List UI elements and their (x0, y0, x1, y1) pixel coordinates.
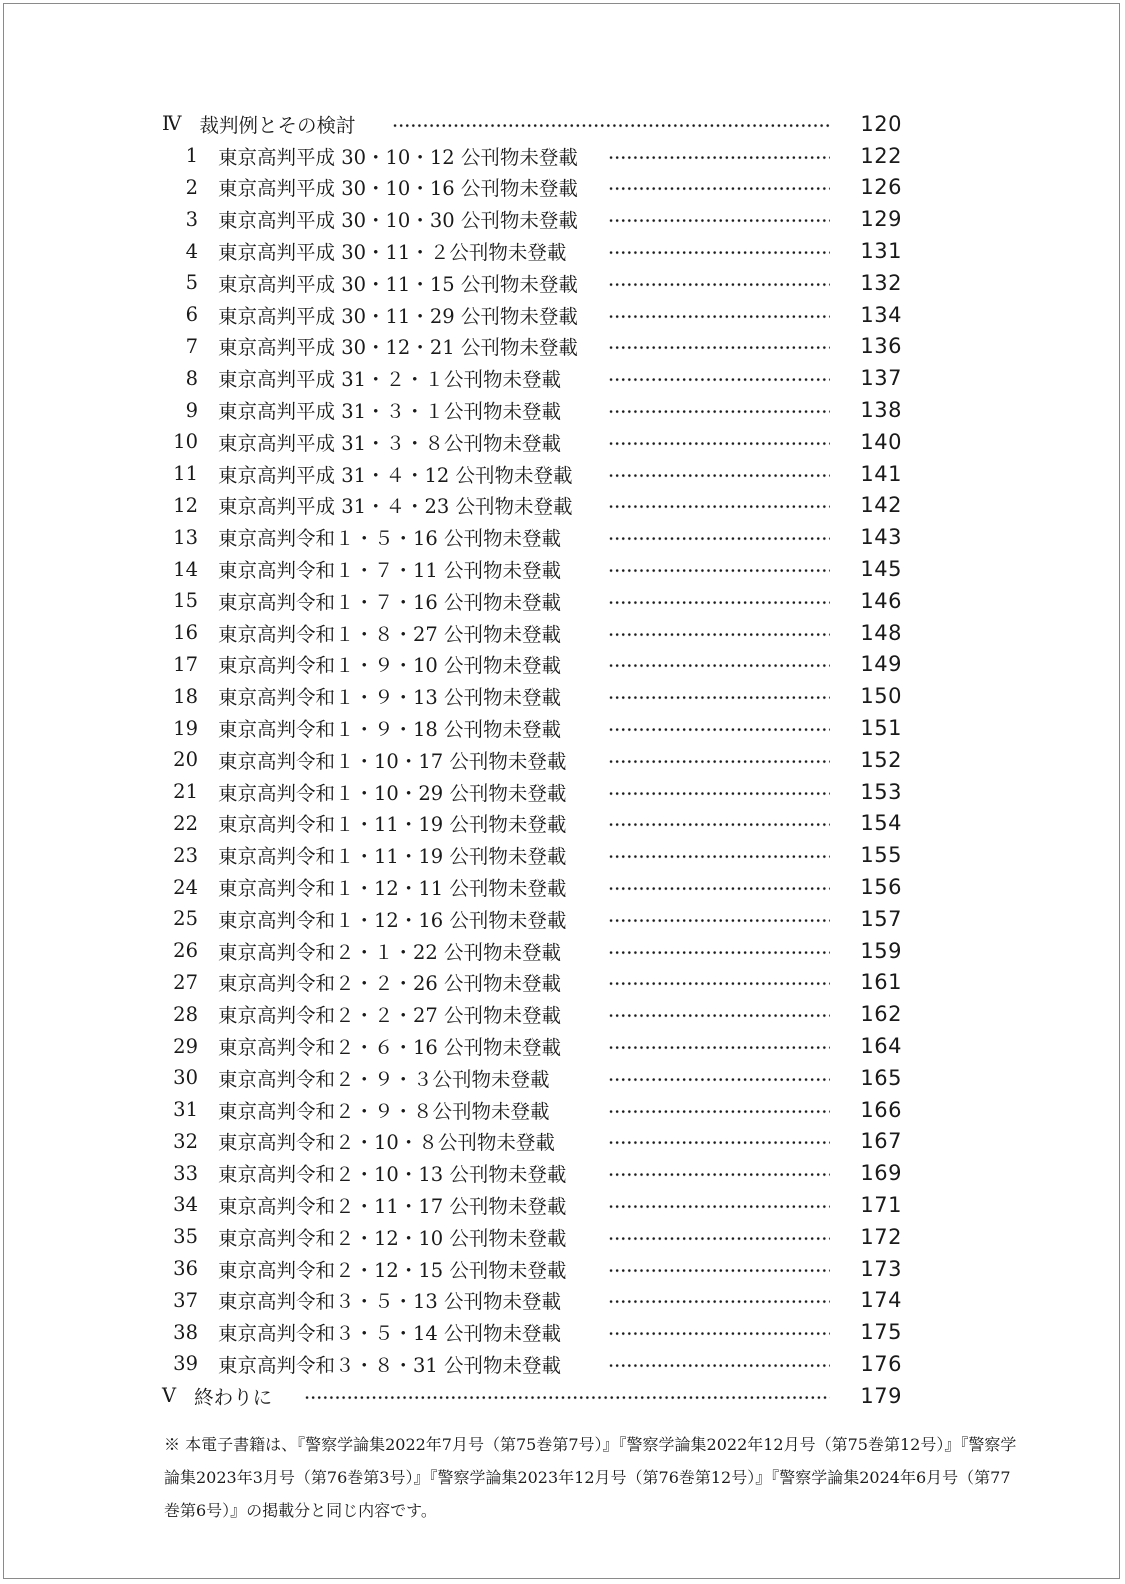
toc-entry[interactable] (162, 839, 912, 871)
toc-entry[interactable] (162, 362, 912, 394)
dot-leader (304, 1395, 830, 1399)
page-number: 167 (860, 1129, 902, 1154)
page-number: 171 (860, 1192, 902, 1217)
page-number: 132 (860, 270, 902, 295)
entry-title: 東京高判平成 30・11・29 公刊物未登載 (218, 304, 578, 328)
toc-entry[interactable] (162, 458, 912, 490)
entry-title: 東京高判令和２・９・８公刊物未登載 (218, 1099, 550, 1123)
toc-entry[interactable] (162, 1316, 912, 1348)
toc-entry[interactable] (162, 1221, 912, 1253)
entry-title: 東京高判令和１・10・29 公刊物未登載 (218, 781, 567, 805)
entry-title: 東京高判令和２・12・10 公刊物未登載 (218, 1226, 567, 1250)
dot-leader (608, 1014, 830, 1018)
entry-number: 18 (173, 684, 198, 708)
entry-number: 28 (173, 1002, 198, 1026)
entry-number: 34 (173, 1193, 198, 1217)
entry-title: 東京高判平成 30・10・12 公刊物未登載 (218, 145, 578, 169)
page-number: 129 (860, 207, 902, 232)
page-number: 148 (860, 620, 902, 645)
dot-leader (608, 696, 830, 700)
entry-title: 東京高判令和１・７・11 公刊物未登載 (218, 559, 562, 583)
toc-entry[interactable] (162, 299, 912, 331)
entry-title: 東京高判令和１・５・16 公刊物未登載 (218, 527, 562, 551)
page-number: 174 (860, 1288, 902, 1313)
toc-entry[interactable] (162, 331, 912, 363)
entry-title: 東京高判令和２・２・26 公刊物未登載 (218, 972, 562, 996)
entry-number: 3 (185, 207, 198, 231)
toc-entry[interactable] (162, 553, 912, 585)
page-number: 159 (860, 938, 902, 963)
dot-leader (608, 855, 830, 859)
toc-entry[interactable] (162, 871, 912, 903)
dot-leader (608, 219, 830, 223)
entry-number: 13 (173, 525, 198, 549)
dot-leader (608, 569, 830, 573)
toc-entry[interactable] (162, 680, 912, 712)
table-of-contents (162, 108, 912, 1412)
page-number: 176 (860, 1351, 902, 1376)
entry-title: 東京高判令和１・８・27 公刊物未登載 (218, 622, 562, 646)
entry-number: 27 (173, 970, 198, 994)
dot-leader (608, 251, 830, 255)
section-title: 終わりに (194, 1385, 273, 1409)
entry-title: 東京高判令和１・11・19 公刊物未登載 (218, 813, 567, 837)
dot-leader (608, 1046, 830, 1050)
entry-number: 9 (185, 398, 198, 422)
toc-entry[interactable] (162, 140, 912, 172)
page-number: 169 (860, 1161, 902, 1186)
toc-entry[interactable] (162, 1157, 912, 1189)
entry-title: 東京高判令和２・１・22 公刊物未登載 (218, 940, 562, 964)
entry-title: 東京高判令和１・９・10 公刊物未登載 (218, 654, 562, 678)
page-number: 137 (860, 366, 902, 391)
page-number: 131 (860, 239, 902, 264)
page-number: 166 (860, 1097, 902, 1122)
entry-number: 25 (173, 907, 198, 931)
toc-entries (162, 140, 912, 1380)
dot-leader (608, 918, 830, 922)
entry-number: 17 (173, 652, 198, 676)
dot-leader (608, 982, 830, 986)
page-number: 165 (860, 1065, 902, 1090)
entry-title: 東京高判令和１・11・19 公刊物未登載 (218, 845, 567, 869)
dot-leader (608, 1205, 830, 1209)
entry-number: 15 (173, 589, 198, 613)
dot-leader (608, 728, 830, 732)
dot-leader (608, 600, 830, 604)
page-number: 145 (860, 557, 902, 582)
entry-number: 32 (173, 1129, 198, 1153)
toc-entry[interactable] (162, 935, 912, 967)
entry-number: 6 (185, 303, 198, 327)
page-number: 136 (860, 334, 902, 359)
entry-title: 東京高判令和３・５・14 公刊物未登載 (218, 1322, 562, 1346)
toc-entry[interactable] (162, 235, 912, 267)
page-number: 142 (860, 493, 902, 518)
footnote: ※ 本電子書籍は、『警察学論集2022年7月号（第75巻第7号）』『警察学論集2022年12月号（第75巻第12号）』『警察学論集2023年3月号（第76巻第3号）』『警察学論集2023年12月号（第76巻第12号）』『警察学論集2024年6月号（第77巻第6号）』の掲載分と同じ内容です。 (164, 1435, 1017, 1520)
entry-title: 東京高判平成 30・11・15 公刊物未登載 (218, 272, 578, 296)
toc-entry[interactable] (162, 617, 912, 649)
entry-number: 16 (173, 621, 198, 645)
entry-title: 東京高判令和２・６・16 公刊物未登載 (218, 1036, 562, 1059)
entry-number: 35 (173, 1225, 198, 1249)
dot-leader (608, 887, 830, 891)
toc-entry[interactable] (162, 776, 912, 808)
page-number: 122 (860, 143, 902, 168)
entry-number: 7 (185, 334, 198, 358)
entry-title: 東京高判平成 31・４・12 公刊物未登載 (218, 463, 573, 487)
page-number: 151 (860, 716, 902, 741)
dot-leader (608, 1300, 830, 1304)
toc-entry[interactable] (162, 903, 912, 935)
page-number: 172 (860, 1224, 902, 1249)
page-number: 175 (860, 1320, 902, 1345)
dot-leader (608, 537, 830, 541)
toc-entry[interactable] (162, 1030, 912, 1062)
entry-number: 24 (173, 875, 198, 899)
toc-entry[interactable] (162, 744, 912, 776)
toc-entry[interactable] (162, 808, 912, 840)
dot-leader (608, 346, 830, 350)
entry-title: 東京高判令和２・11・17 公刊物未登載 (218, 1194, 567, 1218)
dot-leader (608, 505, 830, 509)
entry-title: 東京高判令和１・12・16 公刊物未登載 (218, 908, 567, 932)
toc-entry[interactable] (162, 712, 912, 744)
toc-entry[interactable] (162, 585, 912, 617)
toc-entry[interactable] (162, 203, 912, 235)
section-number: Ⅴ (162, 1384, 177, 1408)
entry-number: 23 (173, 843, 198, 867)
toc-entry[interactable] (162, 1284, 912, 1316)
entry-title: 東京高判平成 30・10・30 公刊物未登載 (218, 209, 578, 233)
toc-entry[interactable] (162, 967, 912, 999)
dot-leader (608, 1236, 830, 1240)
entry-title: 東京高判令和１・10・17 公刊物未登載 (218, 749, 567, 773)
toc-entry[interactable] (162, 521, 912, 553)
page-number: 143 (860, 525, 902, 550)
entry-title: 東京高判令和２・２・27 公刊物未登載 (218, 1004, 562, 1028)
dot-leader (608, 950, 830, 954)
toc-entry[interactable] (162, 426, 912, 458)
entry-number: 5 (185, 271, 198, 295)
dot-leader (608, 1109, 830, 1113)
section-title: 裁判例とその検討 (199, 113, 356, 137)
page-number: 161 (860, 970, 902, 995)
entry-title: 東京高判平成 31・４・23 公刊物未登載 (218, 495, 573, 519)
toc-entry[interactable] (162, 1062, 912, 1094)
entry-number: 14 (173, 557, 198, 581)
entry-number: 38 (173, 1320, 198, 1344)
entry-title: 東京高判令和２・12・15 公刊物未登載 (218, 1258, 567, 1282)
dot-leader (608, 314, 830, 318)
page-number: 140 (860, 429, 902, 454)
page-number: 153 (860, 779, 902, 804)
entry-number: 8 (185, 366, 198, 390)
dot-leader (608, 1077, 830, 1081)
toc-entry[interactable] (162, 1253, 912, 1285)
page-number: 141 (860, 461, 902, 486)
toc-entry[interactable] (162, 1348, 912, 1380)
toc-section-4[interactable] (162, 108, 912, 140)
dot-leader (608, 473, 830, 477)
dot-leader (608, 1332, 830, 1336)
entry-number: 21 (173, 780, 198, 804)
toc-entry[interactable] (162, 998, 912, 1030)
page-number: 162 (860, 1002, 902, 1027)
entry-title: 東京高判令和２・10・８公刊物未登載 (218, 1131, 555, 1155)
entry-number: 11 (173, 462, 198, 486)
toc-entry[interactable] (162, 1094, 912, 1126)
dot-leader (608, 410, 830, 414)
page-number: 134 (860, 302, 902, 327)
toc-entry[interactable] (162, 1189, 912, 1221)
dot-leader (392, 123, 830, 127)
entry-number: 4 (185, 239, 198, 263)
dot-leader (608, 1268, 830, 1272)
page-number: 157 (860, 906, 902, 931)
entry-title: 東京高判平成 31・３・１公刊物未登載 (218, 400, 562, 424)
entry-title: 東京高判令和１・７・16 公刊物未登載 (218, 590, 562, 614)
entry-number: 12 (173, 493, 198, 517)
toc-entry[interactable] (162, 172, 912, 204)
dot-leader (608, 1173, 830, 1177)
entry-number: 29 (173, 1034, 198, 1058)
entry-number: 20 (173, 748, 198, 772)
entry-number: 26 (173, 939, 198, 963)
page-number: 120 (860, 111, 902, 136)
toc-section-5[interactable] (162, 1380, 912, 1412)
entry-title: 東京高判令和２・10・13 公刊物未登載 (218, 1163, 567, 1187)
entry-number: 33 (173, 1161, 198, 1185)
entry-number: 1 (185, 144, 198, 168)
dot-leader (608, 823, 830, 827)
dot-leader (608, 791, 830, 795)
dot-leader (608, 759, 830, 763)
dot-leader (608, 155, 830, 159)
entry-number: 37 (173, 1288, 198, 1312)
entry-number: 2 (185, 175, 198, 199)
page-number: 155 (860, 843, 902, 868)
entry-title: 東京高判令和２・９・３公刊物未登載 (218, 1067, 550, 1091)
entry-title: 東京高判平成 30・10・16 公刊物未登載 (218, 177, 578, 201)
entry-title: 東京高判平成 31・２・１公刊物未登載 (218, 368, 562, 392)
entry-title: 東京高判令和１・12・11 公刊物未登載 (218, 877, 567, 901)
toc-entry[interactable] (162, 394, 912, 426)
entry-title: 東京高判令和１・９・18 公刊物未登載 (218, 718, 562, 742)
entry-number: 19 (173, 716, 198, 740)
entry-title: 東京高判令和１・９・13 公刊物未登載 (218, 686, 562, 710)
page-number: 164 (860, 1034, 902, 1058)
page-number: 126 (860, 175, 902, 200)
page-number: 146 (860, 588, 902, 613)
page-number: 149 (860, 652, 902, 677)
dot-leader (608, 632, 830, 636)
page-number: 173 (860, 1256, 902, 1281)
dot-leader (608, 664, 830, 668)
toc-entry[interactable] (162, 1126, 912, 1158)
dot-leader (608, 1141, 830, 1145)
page-number: 152 (860, 747, 902, 772)
entry-title: 東京高判令和３・８・31 公刊物未登載 (218, 1353, 562, 1377)
dot-leader (608, 1364, 830, 1368)
entry-title: 東京高判平成 30・11・２公刊物未登載 (218, 241, 567, 265)
dot-leader (608, 378, 830, 382)
entry-number: 31 (173, 1098, 198, 1122)
entry-number: 22 (173, 811, 198, 835)
dot-leader (608, 187, 830, 191)
entry-title: 東京高判平成 31・３・８公刊物未登載 (218, 431, 562, 455)
entry-number: 10 (173, 430, 198, 454)
entry-title: 東京高判令和３・５・13 公刊物未登載 (218, 1290, 562, 1314)
page-number: 138 (860, 398, 902, 423)
page-number: 154 (860, 811, 902, 836)
toc-entry[interactable] (162, 490, 912, 522)
entry-title: 東京高判平成 30・12・21 公刊物未登載 (218, 336, 578, 360)
page-number: 179 (860, 1383, 902, 1408)
page-number: 156 (860, 875, 902, 900)
dot-leader (608, 441, 830, 445)
entry-number: 36 (173, 1257, 198, 1281)
entry-number: 39 (173, 1352, 198, 1376)
section-number: Ⅳ (162, 112, 182, 136)
toc-entry[interactable] (162, 267, 912, 299)
page-number: 150 (860, 684, 902, 709)
toc-entry[interactable] (162, 649, 912, 681)
entry-number: 30 (173, 1066, 198, 1090)
dot-leader (608, 282, 830, 286)
